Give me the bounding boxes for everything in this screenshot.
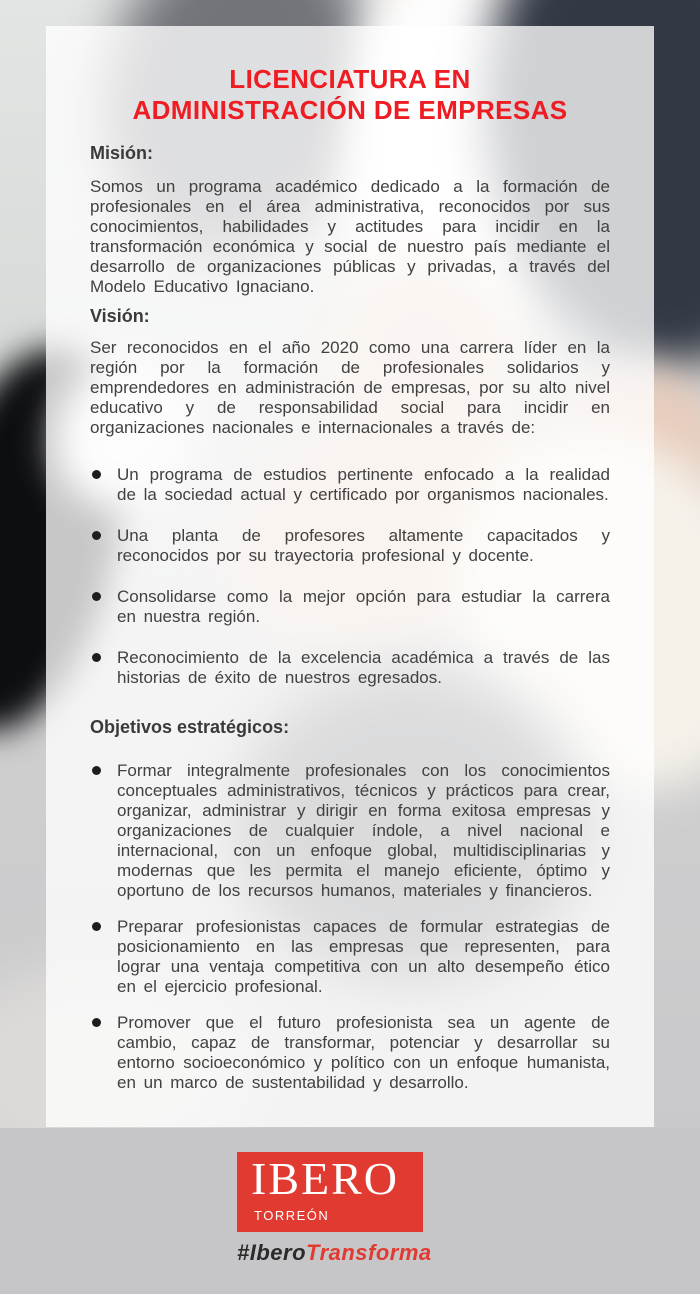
ibero-wordmark: IBERO: [251, 1153, 399, 1204]
objetivos-heading: Objetivos estratégicos:: [90, 717, 290, 737]
bullet-item: Reconocimiento de la excelencia académica a través de las historias de éxito de nuestros egresados.: [90, 648, 610, 688]
vision-bullet-list: [90, 465, 610, 709]
hashtag-ibero-transforma: [237, 1240, 432, 1266]
bullet-item: Preparar profesionistas capaces de formular estrategias de posicionamiento en las empresas que representen, para lograr una ventaja competitiva con un alto desempeño ético en el ejercicio profesional.: [90, 917, 610, 997]
hashtag-transforma-part: Transforma: [306, 1240, 432, 1265]
content-panel: [46, 26, 654, 1127]
page-title-line1: LICENCIATURA EN: [229, 64, 471, 94]
ibero-location-label: TORREÓN: [254, 1208, 330, 1223]
hashtag-ibero-part: #Ibero: [237, 1240, 307, 1265]
vision-heading: Visión:: [90, 306, 150, 326]
page-title-line2: ADMINISTRACIÓN DE EMPRESAS: [132, 95, 568, 125]
vision-paragraph: Ser reconocidos en el año 2020 como una carrera líder en la región por la formación de profesionales solidarios y emprendedores en administración de empresas, por su alto nivel educativo y de responsabilidad social para incidir en organizaciones nacionales e internacionales a través de:: [90, 338, 610, 437]
objetivos-bullet-list: [90, 761, 610, 1109]
bullet-item: Una planta de profesores altamente capacitados y reconocidos por su trayectoria profesional y docente.: [90, 526, 610, 566]
mision-heading: Misión:: [90, 143, 153, 163]
bullet-item: Promover que el futuro profesionista sea un agente de cambio, capaz de transformar, potenciar y desarrollar su entorno socioeconómico y político con un enfoque humanista, en un marco de sustentabilidad y desarrollo.: [90, 1013, 610, 1093]
bullet-item: Consolidarse como la mejor opción para estudiar la carrera en nuestra región.: [90, 587, 610, 627]
bullet-item: Un programa de estudios pertinente enfocado a la realidad de la sociedad actual y certificado por organismos nacionales.: [90, 465, 610, 505]
ibero-logo: [237, 1152, 423, 1232]
mision-paragraph: Somos un programa académico dedicado a la formación de profesionales en el área administrativa, reconocidos por sus conocimientos, habilidades y actitudes para incidir en la transformación económica y social de nuestro país mediante el desarrollo de organizaciones públicas y privadas, a través del Modelo Educativo Ignaciano.: [90, 177, 610, 296]
background-flat-bottom: [0, 1128, 700, 1132]
bullet-item: Formar integralmente profesionales con los conocimientos conceptuales administrativos, técnicos y prácticos para crear, organizar, administrar y dirigir en forma exitosa empresas y organizaciones de cualquier índole, a nivel nacional e internacional, con un enfoque global, multidisciplinarias y modernas que les permita el manejo eficiente, óptimo y oportuno de los recursos humanos, materiales y financieros.: [90, 761, 610, 901]
page-title: [46, 64, 654, 126]
